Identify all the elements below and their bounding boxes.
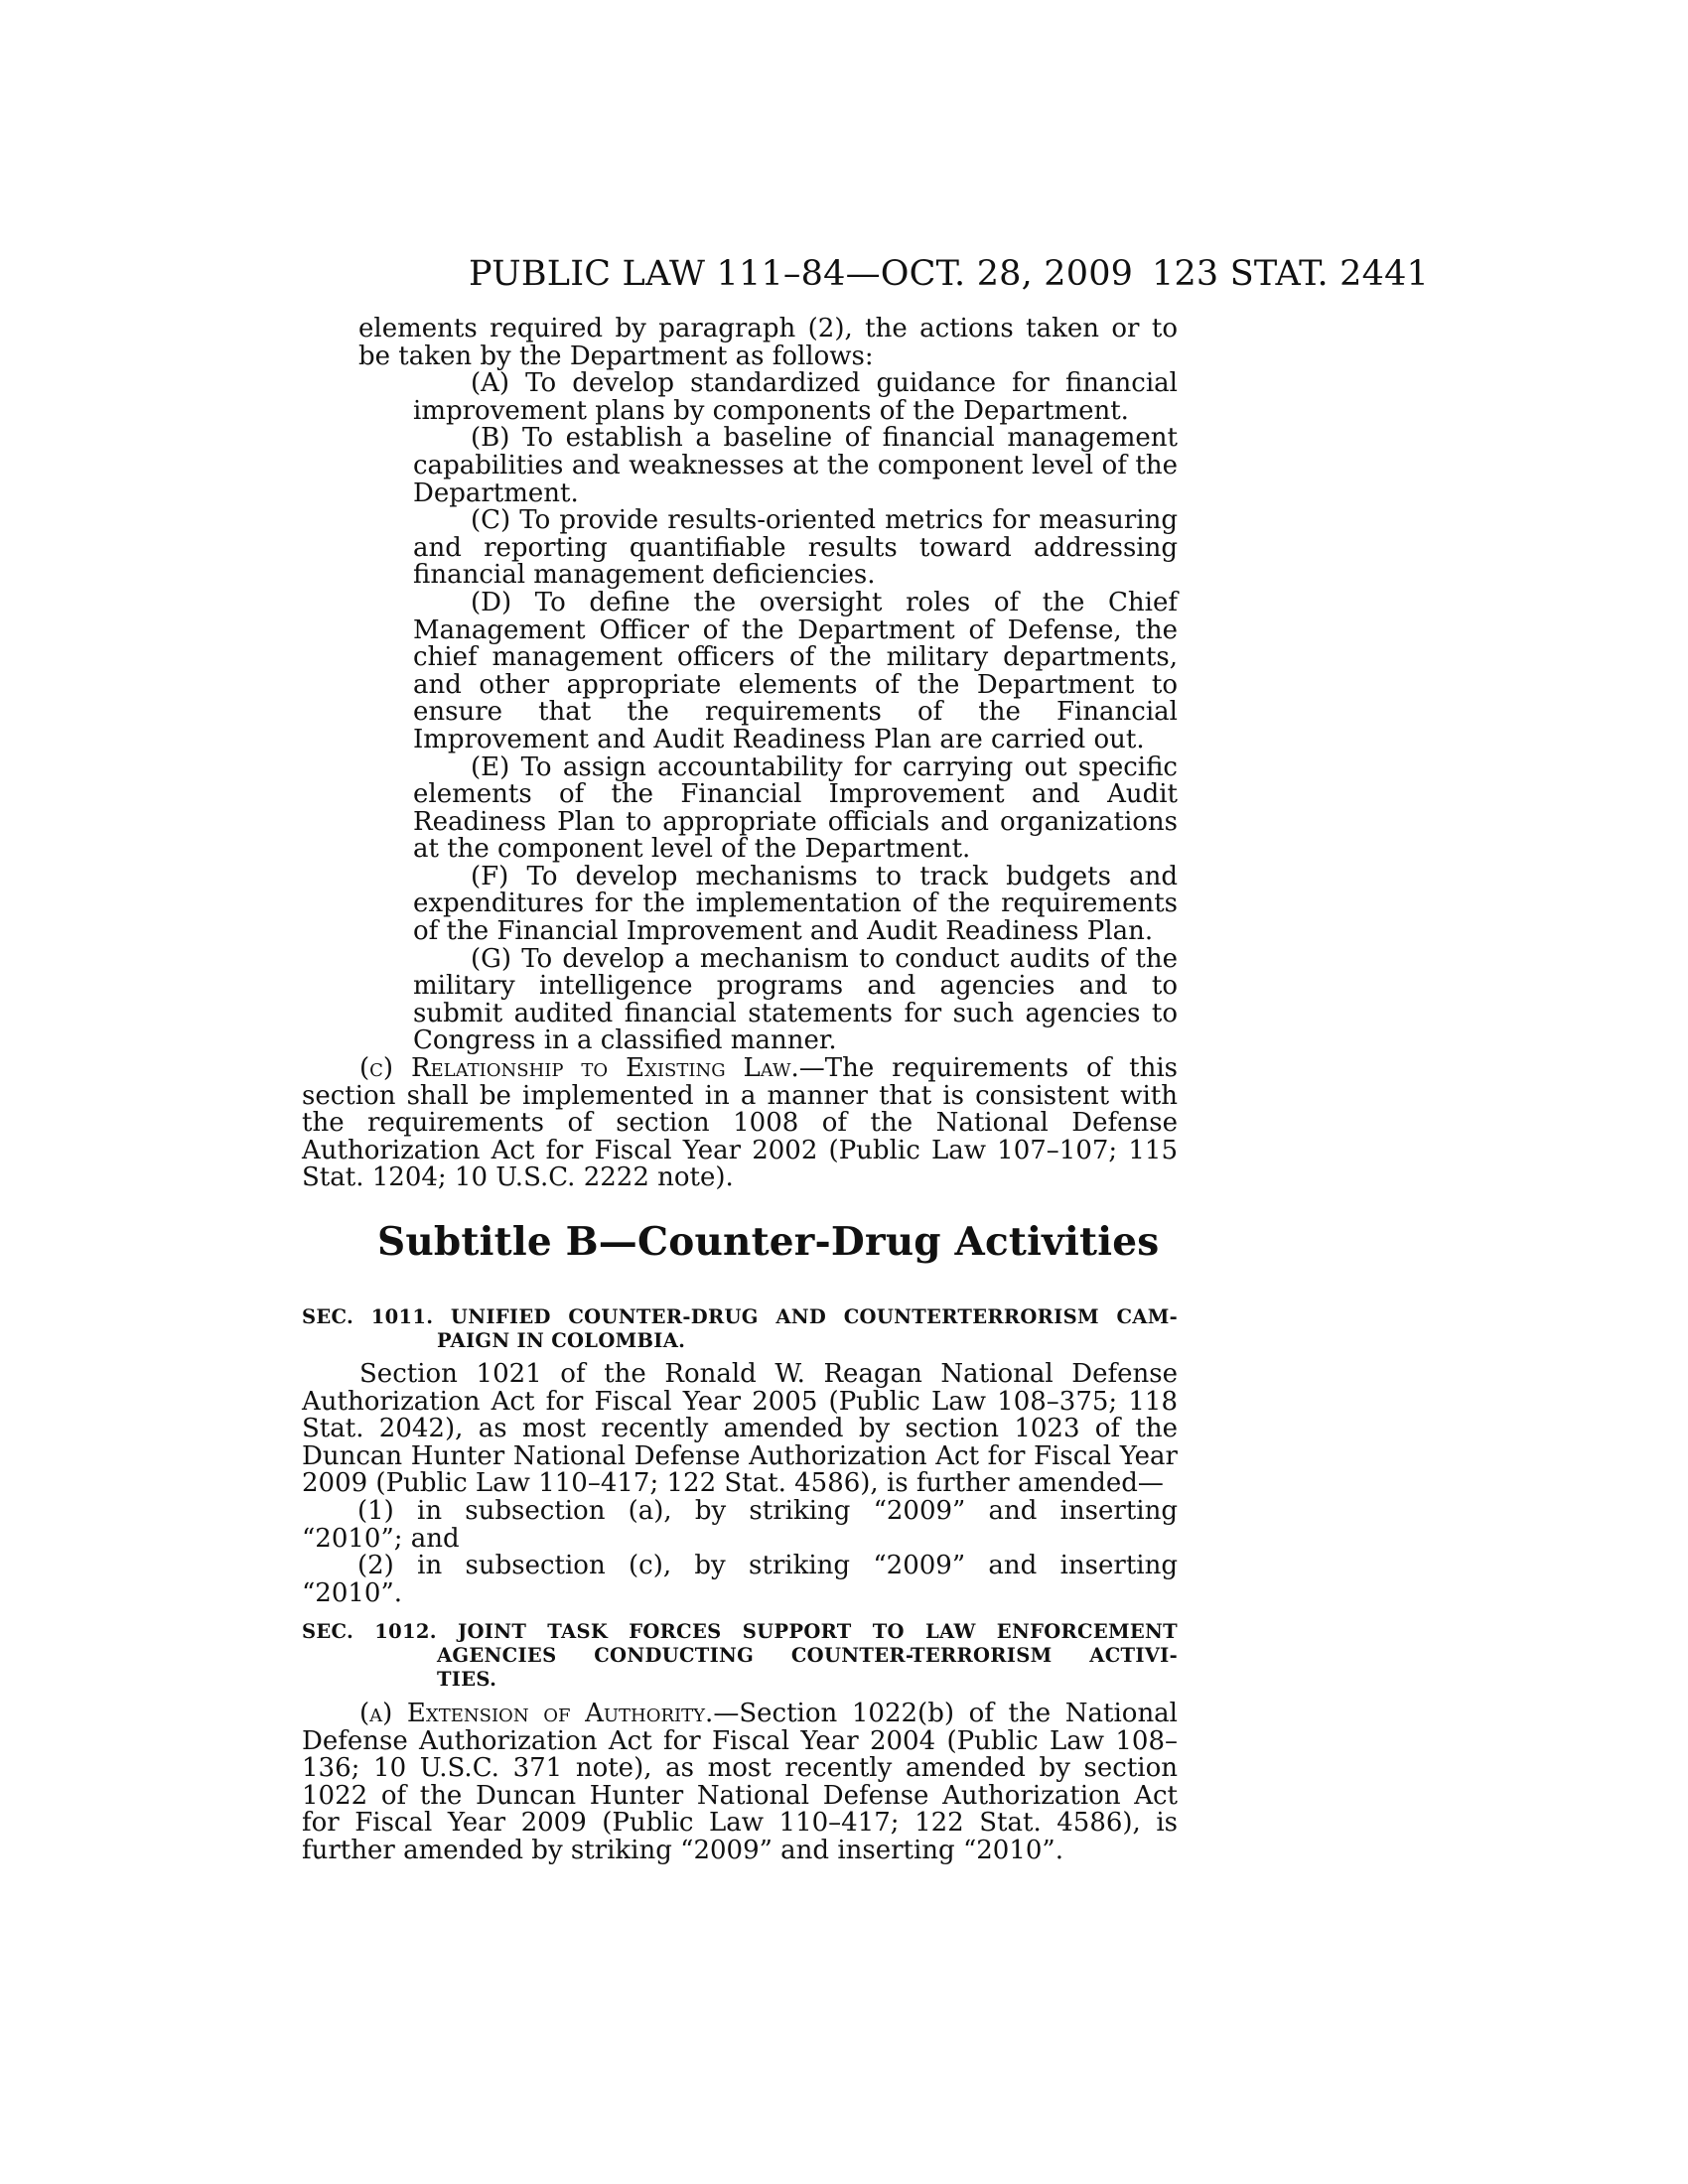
list-item-f: (F) To develop mechanisms to track budgets and expenditures for the implementation of the requirements of the Financial Improvement and Audit Readiness Plan. xyxy=(413,861,1178,947)
sec-1011-heading-line-1: SEC. 1011. UNIFIED COUNTER-DRUG AND COUNTERTERRORISM CAM- xyxy=(302,1305,1178,1328)
running-header-law: PUBLIC LAW 111–84—OCT. 28, 2009 xyxy=(469,254,1134,294)
list-item-g: (G) To develop a mechanism to conduct audits of the military intelligence programs and agencies and to submit audited financial statements for such agencies to Congress in a classified manner. xyxy=(413,943,1178,1056)
relationship-label: (c) Relationship to Existing Law. xyxy=(359,1053,799,1084)
sec-1011-heading-line-2: PAIGN IN COLOMBIA. xyxy=(437,1329,686,1352)
continued-section-text xyxy=(302,314,1179,1193)
sec-1011-item-1-line-2: “2010”; and xyxy=(302,1523,460,1554)
subtitle-heading: Subtitle B—Counter-Drug Activities xyxy=(377,1219,1160,1265)
sec-1012-text: —Section 1022(b) of the National Defense Authorization Act for Fiscal Year 2004 (Public Law 108–136; 10 U.S.C. 371 note), as most recently amended by section 1022 of the Duncan Hunter National Defense Authorization Act for Fiscal Year 2009 (Public Law 110–417; 122 Stat. 4586), is further amended by striking “2009” and inserting “2010”. xyxy=(302,1699,1179,1865)
sec-1011-item-1-line-1: (1) in subsection (a), by striking “2009” and inserting xyxy=(357,1495,1178,1526)
sec-1012-heading-line-1: SEC. 1012. JOINT TASK FORCES SUPPORT TO LAW ENFORCEMENT xyxy=(302,1620,1178,1643)
sec-1012-heading xyxy=(302,1620,1178,1692)
sec-1011-heading xyxy=(302,1305,1178,1353)
sec-1011-item-2 xyxy=(302,1553,1178,1607)
sec-1011-paragraph: Section 1021 of the Ronald W. Reagan National Defense Authorization Act for Fiscal Year 2005 (Public Law 108–375; 118 Stat. 2042), as most recently amended by section 1023 of the Duncan Hunter National Defense Authorization Act for Fiscal Year 2009 (Public Law 110–417; 122 Stat. 4586), is further amended— xyxy=(302,1359,1178,1499)
list-item-a: (A) To develop standardized guidance for financial improvement plans by components of the Department. xyxy=(413,368,1178,426)
sec-1011-item-1 xyxy=(302,1495,1178,1554)
sec-1012-label: (a) Extension of Authority. xyxy=(359,1699,714,1728)
sec-1012-heading-line-3: TIES. xyxy=(437,1668,497,1691)
running-header-stat-page: 123 STAT. 2441 xyxy=(1152,254,1430,294)
relationship-paragraph xyxy=(302,1055,1178,1192)
intro-paragraph: elements required by paragraph (2), the actions taken or to be taken by the Department as follows: xyxy=(358,314,1178,371)
sec-1011-item-2-line-1: (2) in subsection (c), by striking “2009” and inserting xyxy=(357,1551,1178,1581)
sec-1012-heading-line-2: AGENCIES CONDUCTING COUNTER-TERRORISM ACTIVI- xyxy=(437,1644,1178,1667)
list-item-c: (C) To provide results-oriented metrics for measuring and reporting quantifiable results toward addressing financial management deficiencies. xyxy=(413,505,1178,591)
list-item-b: (B) To establish a baseline of financial management capabilities and weaknesses at the component level of the Department. xyxy=(413,423,1178,508)
list-item-d: (D) To define the oversight roles of the Chief Management Officer of the Department of Defense, the chief management officers of the military departments, and other appropriate elements of the Department to ensure that the requirements of the Financial Improvement and Audit Readiness Plan are carried out. xyxy=(413,587,1178,754)
sec-1012-body xyxy=(302,1701,1178,1865)
relationship-text: —The requirements of this section shall be implemented in a manner that is consistent with the requirements of section 1008 of the National Defense Authorization Act for Fiscal Year 2002 (Public Law 107–107; 115 Stat. 1204; 10 U.S.C. 2222 note). xyxy=(302,1053,1179,1193)
sec-1011-item-2-line-2: “2010”. xyxy=(302,1577,403,1608)
list-item-e: (E) To assign accountability for carrying out specific elements of the Financial Improvement and Audit Readiness Plan to appropriate officials and organizations at the component level of the Department. xyxy=(413,751,1178,865)
sec-1012-paragraph xyxy=(302,1701,1178,1865)
sec-1011-body xyxy=(302,1361,1178,1607)
